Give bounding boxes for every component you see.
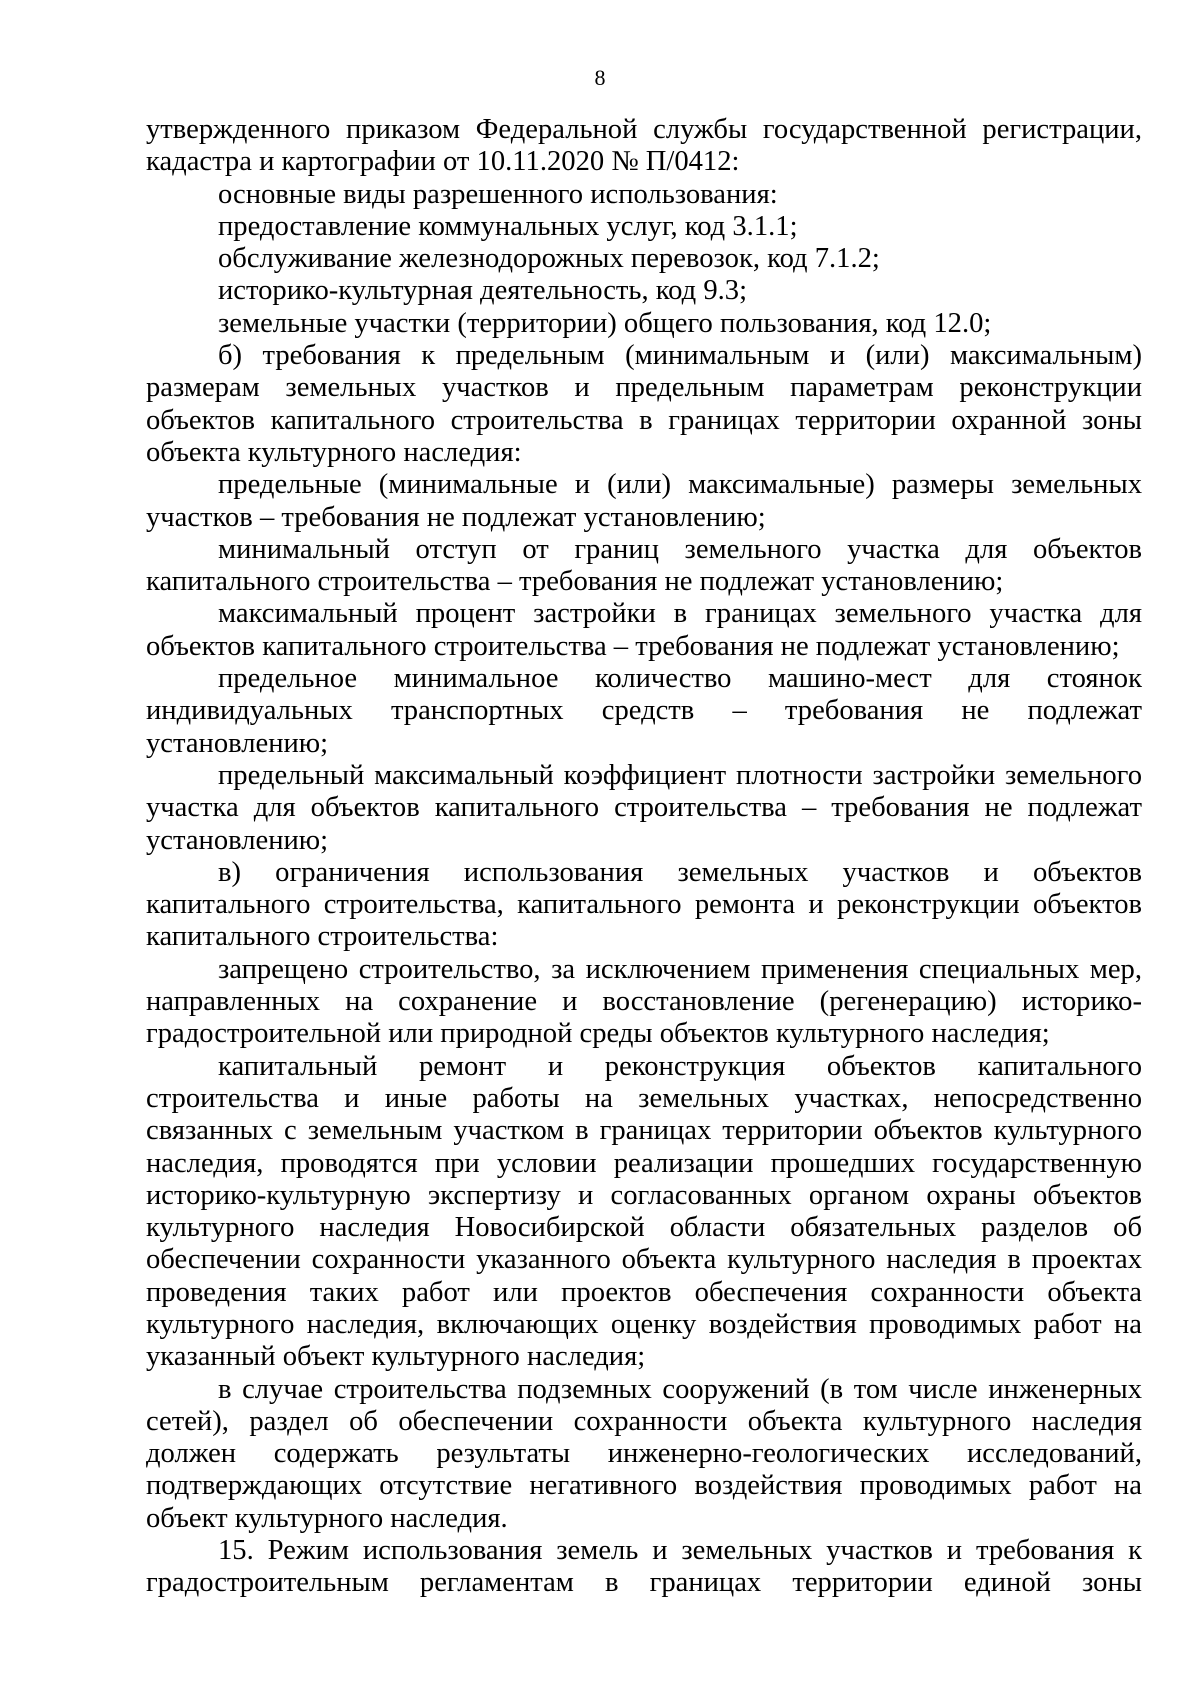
paragraph-use-restrictions: в) ограничения использования земельных участков и объектов капитального строительства, капитального ремонта и реконструкции объектов капитального строительства: [146,856,1142,953]
paragraph-use-historical: историко-культурная деятельность, код 9.3; [218,275,748,307]
paragraph-plot-sizes: предельные (минимальные и (или) максимальные) размеры земельных участков – требования не подлежат установлению; [146,469,1142,533]
paragraph-main-use-types: основные виды разрешенного использования: [218,178,778,210]
paragraph-repair-conditions: капитальный ремонт и реконструкция объектов капитального строительства и иные работы на земельных участках, непосредственно связанных с земельным участком в границах территории объектов культурного наследия, проводятся при условии реализации прошедших государственную историко-культурную экспертизу и согласованных органом охраны объектов культурного наследия Новосибирской области обязательных разделов об обеспечении сохранности указанного объекта культурного наследия в проектах проведения таких работ или проектов обеспечения сохранности объекта культурного наследия, включающих оценку воздействия проводимых работ на указанный объект культурного наследия; [146,1050,1142,1373]
paragraph-order-reference: утвержденного приказом Федеральной службы государственной регистрации, кадастра и картографии от 10.11.2020 № П/0412: [146,114,1142,178]
paragraph-section-15: 15. Режим использования земель и земельных участков и требования к градостроительным регламентам в границах территории единой зоны [146,1535,1142,1599]
document-body [146,114,1142,1600]
paragraph-use-railway: обслуживание железнодорожных перевозок, код 7.1.2; [218,243,880,275]
paragraph-underground-structures: в случае строительства подземных сооружений (в том числе инженерных сетей), раздел об обеспечении сохранности объекта культурного наследия должен содержать результаты инженерно-геологических исследований, подтверждающих отсутствие негативного воздействия проводимых работ на объект культурного наследия. [146,1373,1142,1534]
paragraph-max-coverage: максимальный процент застройки в границах земельного участка для объектов капитального строительства – требования не подлежат установлению; [146,598,1142,662]
paragraph-use-utilities: предоставление коммунальных услуг, код 3.1.1; [218,210,798,242]
paragraph-use-public-land: земельные участки (территории) общего пользования, код 12.0; [218,307,992,339]
paragraph-parking-spaces: предельное минимальное количество машино-мест для стоянок индивидуальных транспортных средств – требования не подлежат установлению; [146,663,1142,759]
paragraph-size-requirements: б) требования к предельным (минимальным и (или) максимальным) размерам земельных участков и предельным параметрам реконструкции объектов капитального строительства в границах территории охранной зоны объекта культурного наследия: [146,340,1142,468]
page-number: 8 [594,65,606,90]
paragraph-density-ratio: предельный максимальный коэффициент плотности застройки земельного участка для объектов капитального строительства – требования не подлежат установлению; [146,759,1142,856]
paragraph-min-setback: минимальный отступ от границ земельного участка для объектов капитального строительства – требования не подлежат установлению; [146,533,1142,598]
paragraph-construction-ban: запрещено строительство, за исключением применения специальных мер, направленных на сохранение и восстановление (регенерацию) историко-градостроительной или природной среды объектов культурного наследия; [146,953,1142,1050]
